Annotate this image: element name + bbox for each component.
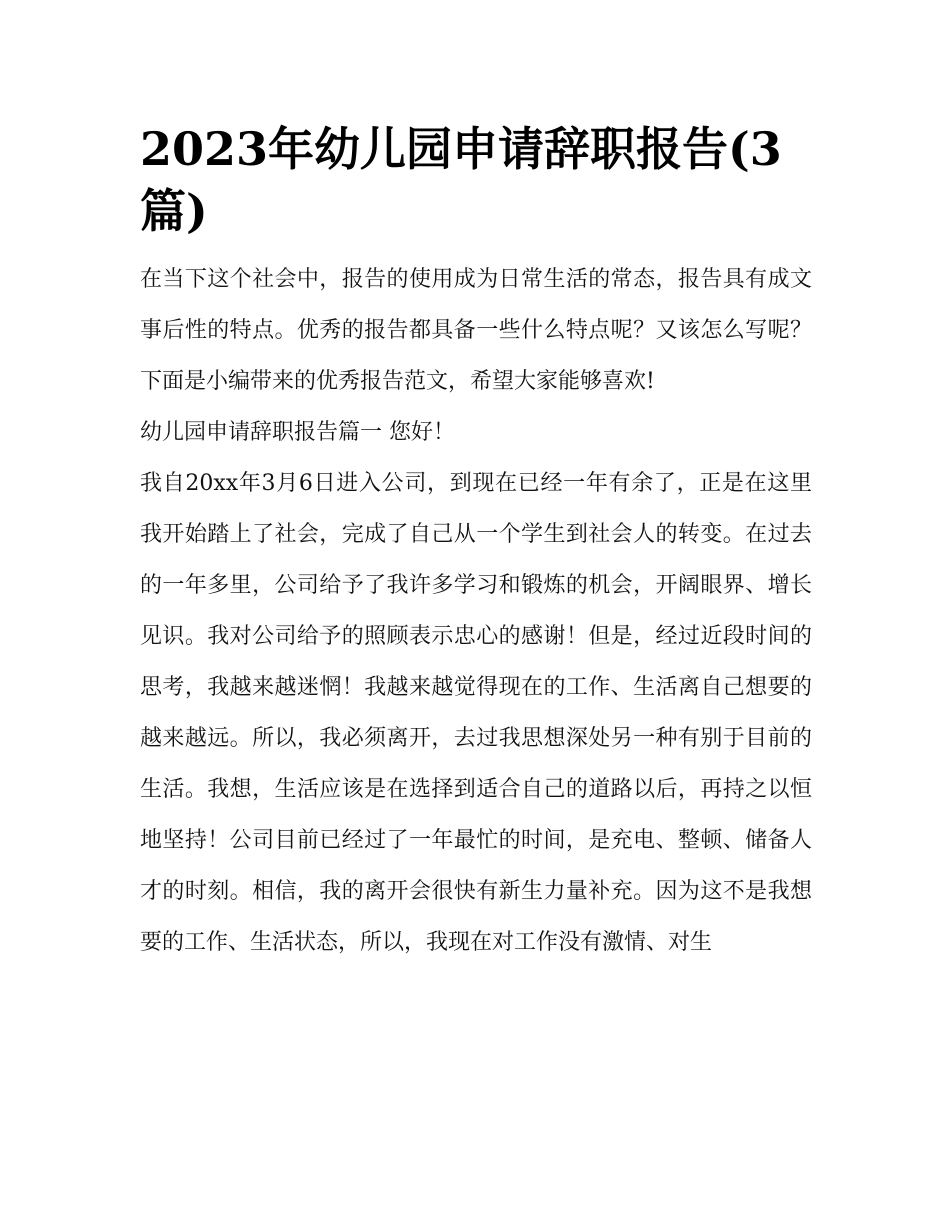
document-content xyxy=(140,118,812,968)
document-title: 2023年幼儿园申请辞职报告(3篇) xyxy=(140,122,782,238)
intro-paragraph: 在当下这个社会中，报告的使用成为日常生活的常态，报告具有成文事后性的特点。优秀的报告都具备一些什么特点呢？又该怎么写呢？下面是小编带来的优秀报告范文，希望大家能够喜欢! xyxy=(140,267,812,394)
section-heading: 幼儿园申请辞职报告篇一 您好！ xyxy=(140,420,455,445)
body-paragraph: 我自20xx年3月6日进入公司，到现在已经一年有余了，正是在这里我开始踏上了社会，完成了自己从一个学生到社会人的转变。在过去的一年多里，公司给予了我许多学习和锻炼的机会，开阔眼界、增长见识。我对公司给予的照顾表示忠心的感谢！但是，经过近段时间的思考，我越来越迷惘！我越来越觉得现在的工作、生活离自己想要的越来越远。所以，我必须离开，去过我思想深处另一种有别于目前的生活。我想，生活应该是在选择到适合自己的道路以后，再持之以恒地坚持！公司目前已经过了一年最忙的时间，是充电、整顿、储备人才的时刻。相信，我的离开会很快有新生力量补充。因为这不是我想要的工作、生活状态，所以，我现在对工作没有激情、对生 xyxy=(140,471,812,955)
